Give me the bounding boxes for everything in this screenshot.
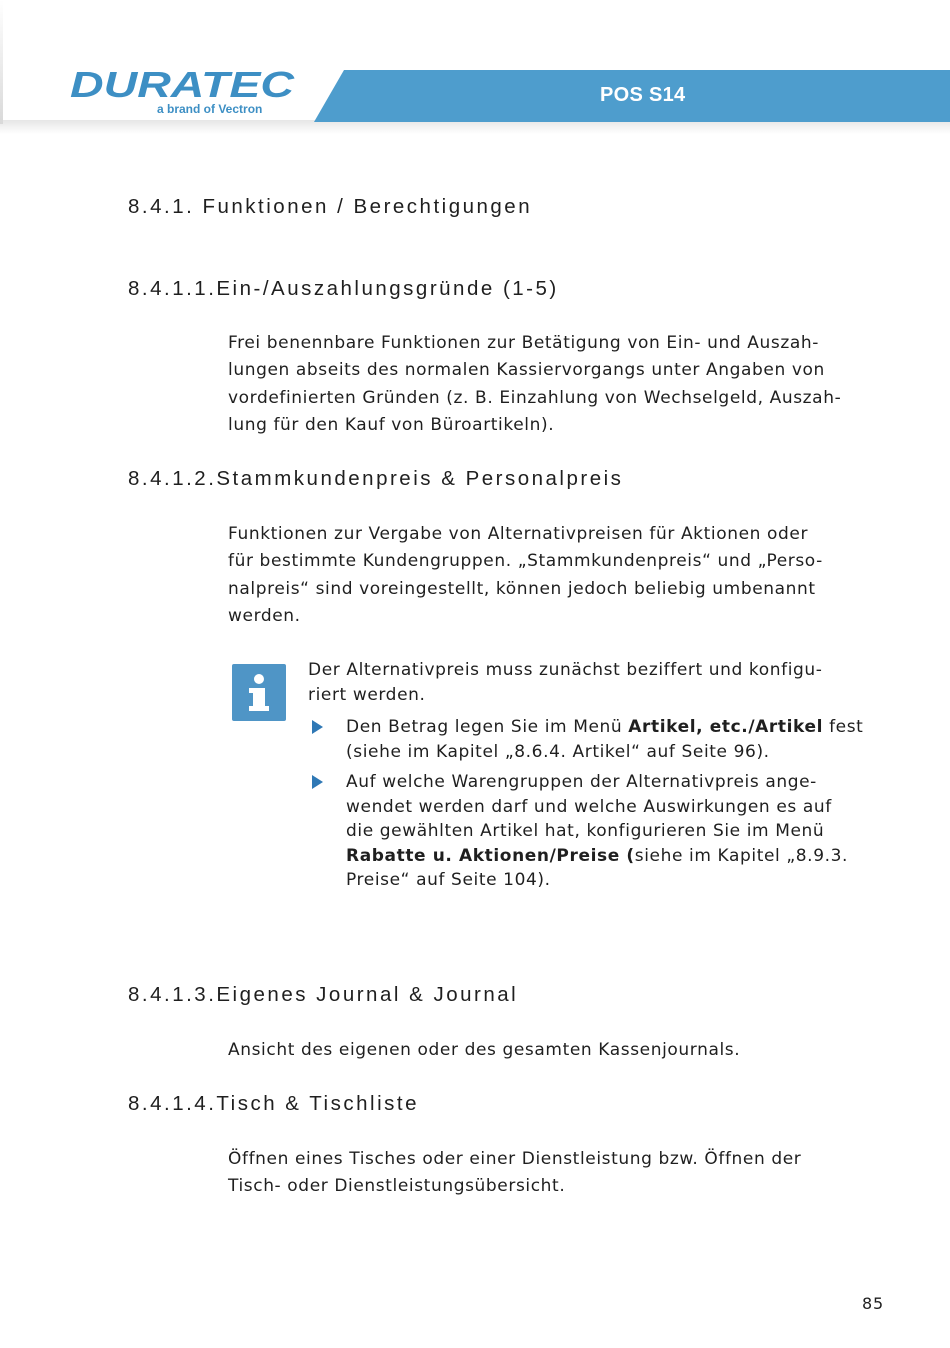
text-line: die gewählten Artikel hat, konfigurieren Sie im Menü	[346, 821, 825, 841]
text-line: wendet werden darf und welche Auswirkungen es auf	[346, 796, 832, 817]
bullet-text: Den Betrag legen Sie im Menü	[346, 717, 629, 737]
text-line: Frei benennbare Funktionen zur Betätigung von Ein- und Auszah-	[228, 333, 819, 353]
brand-subtitle: a brand of Vectron	[157, 102, 263, 116]
bullet-arrow-icon	[312, 720, 323, 734]
section-heading-payments: 8.4.1.1.Ein-/Auszahlungsgründe (1-5)	[128, 277, 559, 300]
menu-path: Rabatte u. Aktionen/Preise (	[346, 845, 635, 866]
text-line: Der Alternativpreis muss zunächst beziffert und konfigu-	[308, 660, 823, 680]
text-line: riert werden.	[308, 684, 426, 705]
page-edge	[0, 0, 3, 124]
text-line: nalpreis“ sind voreingestellt, können jedoch beliebig umbenannt	[228, 578, 816, 599]
info-note	[308, 658, 878, 707]
text-line: lungen abseits des normalen Kassiervorgangs unter Angaben von	[228, 360, 825, 381]
text-line: Preise“ auf Seite 104).	[346, 870, 551, 890]
bullet-text: fest	[823, 717, 864, 737]
section-heading-journal: 8.4.1.3.Eigenes Journal & Journal	[128, 983, 519, 1006]
text-line: werden.	[228, 605, 301, 626]
text-line: Funktionen zur Vergabe von Alternativpreisen für Aktionen oder	[228, 524, 809, 544]
paragraph-journal	[228, 1037, 868, 1064]
bullet-item-amount	[346, 715, 886, 764]
section-heading-prices: 8.4.1.2.Stammkundenpreis & Personalpreis	[128, 467, 624, 490]
text-line: Öffnen eines Tisches oder einer Dienstleistung bzw. Öffnen der	[228, 1149, 802, 1169]
text-line: für bestimmte Kundengruppen. „Stammkundenpreis“ und „Perso-	[228, 551, 823, 572]
text-line	[346, 844, 886, 869]
paragraph-table	[228, 1146, 868, 1201]
text-line: Auf welche Warengruppen der Alternativpreis ange-	[346, 772, 817, 792]
bullet-arrow-icon	[312, 775, 323, 789]
page-header	[0, 0, 950, 132]
logo-wordmark: DURATEC	[70, 68, 296, 102]
text-line: lung für den Kauf von Büroartikeln).	[228, 414, 555, 435]
duratec-logo	[70, 68, 296, 102]
header-shadow	[0, 120, 950, 134]
text-line	[346, 715, 886, 740]
text-line: (siehe im Kapitel „8.6.4. Artikel“ auf Seite 96).	[346, 741, 770, 762]
bullet-item-groups	[346, 770, 886, 893]
page-number: 85	[862, 1294, 884, 1313]
section-heading-functions: 8.4.1. Funktionen / Berechtigungen	[128, 195, 533, 218]
menu-path: Artikel, etc./Artikel	[628, 717, 824, 737]
text-line: vordefinierten Gründen (z. B. Einzahlung von Wechselgeld, Auszah-	[228, 387, 842, 408]
product-title: POS S14	[600, 84, 686, 106]
paragraph-prices	[228, 521, 868, 630]
paragraph-payments	[228, 330, 868, 439]
info-icon	[232, 664, 286, 721]
text-line: Ansicht des eigenen oder des gesamten Kassenjournals.	[228, 1040, 741, 1060]
text-line: Tisch- oder Dienstleistungsübersicht.	[228, 1176, 566, 1197]
bullet-text: siehe im Kapitel „8.9.3.	[634, 845, 849, 866]
section-heading-table: 8.4.1.4.Tisch & Tischliste	[128, 1092, 419, 1115]
